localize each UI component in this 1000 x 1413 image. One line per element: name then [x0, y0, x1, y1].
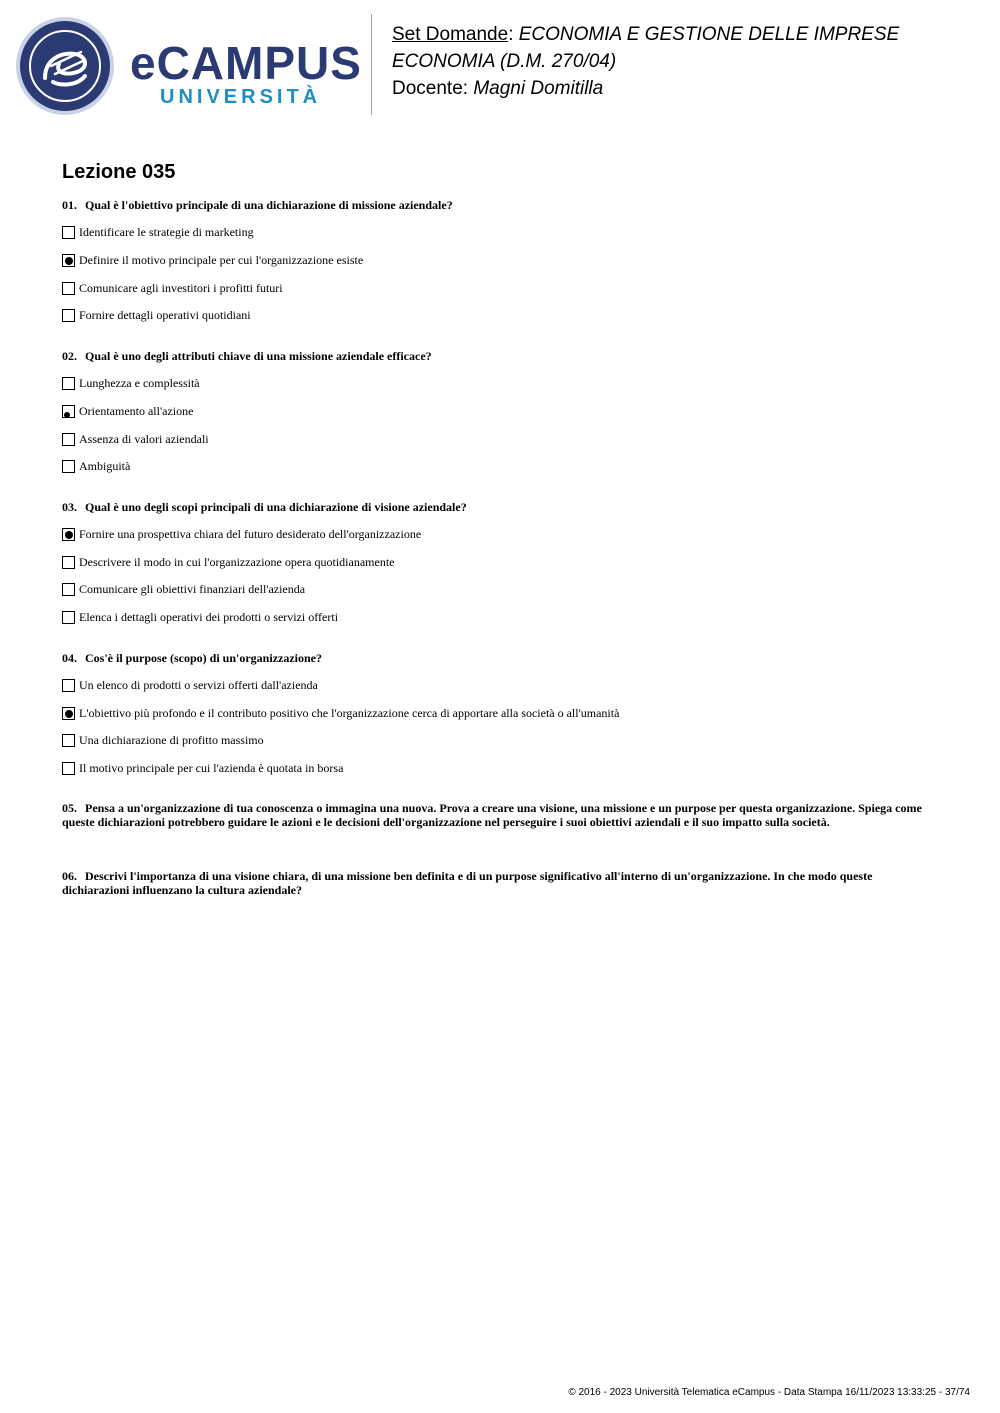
- set-label: Set Domande: [392, 24, 509, 45]
- answer-checkbox[interactable]: [62, 762, 75, 775]
- answer-option[interactable]: [62, 403, 193, 419]
- answer-checkbox[interactable]: [62, 377, 75, 390]
- header-info: [392, 21, 899, 102]
- course-line-1: Set Domande: ECONOMIA E GESTIONE DELLE IMPRESE: [392, 24, 900, 45]
- selected-mark-icon: [64, 412, 70, 418]
- answer-text: Il motivo principale per cui l'azienda è quotata in borsa: [79, 760, 344, 775]
- question-title: [62, 198, 453, 213]
- answer-text: Fornire dettagli operativi quotidiani: [79, 307, 251, 322]
- question-title: [62, 349, 432, 364]
- answer-checkbox-selected[interactable]: [62, 528, 75, 541]
- brand-subtitle: UNIVERSITÀ: [160, 86, 322, 108]
- answer-text: Definire il motivo principale per cui l'organizzazione esiste: [79, 252, 364, 267]
- answer-text: Assenza di valori aziendali: [79, 431, 209, 446]
- answer-option[interactable]: [62, 280, 283, 296]
- answer-checkbox[interactable]: [62, 679, 75, 692]
- question-text: Cos'è il purpose (scopo) di un'organizzazione?: [85, 651, 323, 665]
- answer-option[interactable]: [62, 307, 251, 323]
- selected-mark-icon: [65, 257, 73, 265]
- question-text: Qual è uno degli scopi principali di una dichiarazione di visione aziendale?: [85, 500, 467, 514]
- open-question: [62, 869, 932, 897]
- answer-text: Un elenco di prodotti o servizi offerti dall'azienda: [79, 677, 318, 692]
- selected-mark-icon: [65, 710, 73, 718]
- answer-text: Ambiguità: [79, 458, 131, 473]
- question-number: 02.: [62, 349, 77, 363]
- answer-checkbox[interactable]: [62, 556, 75, 569]
- answer-text: Fornire una prospettiva chiara del futuro desiderato dell'organizzazione: [79, 526, 422, 541]
- answer-text: L'obiettivo più profondo e il contributo positivo che l'organizzazione cerca di apportare alla società o all'umanità: [79, 705, 620, 720]
- answer-checkbox[interactable]: [62, 433, 75, 446]
- answer-text: Comunicare agli investitori i profitti futuri: [79, 280, 283, 295]
- question-text: Descrivi l'importanza di una visione chiara, di una missione ben definita e di un purpose significativo all'interno di un'organizzazione. In che modo queste dichiarazioni influenzano la cultura aziendale?: [62, 869, 873, 897]
- question-text: Qual è l'obiettivo principale di una dichiarazione di missione aziendale?: [85, 198, 453, 212]
- course-name: ECONOMIA E GESTIONE DELLE IMPRESE: [518, 24, 900, 45]
- answer-checkbox-selected[interactable]: [62, 707, 75, 720]
- answer-checkbox[interactable]: [62, 226, 75, 239]
- answer-option[interactable]: [62, 677, 318, 693]
- answer-text: Descrivere il modo in cui l'organizzazione opera quotidianamente: [79, 554, 395, 569]
- question-text: Qual è uno degli attributi chiave di una missione aziendale efficace?: [85, 349, 432, 363]
- answer-checkbox[interactable]: [62, 460, 75, 473]
- answer-text: Comunicare gli obiettivi finanziari dell'azienda: [79, 581, 306, 596]
- answer-checkbox-selected[interactable]: [62, 254, 75, 267]
- answer-option[interactable]: [62, 431, 209, 447]
- answer-option[interactable]: [62, 526, 421, 542]
- answer-option[interactable]: [62, 760, 343, 776]
- ecampus-seal-logo: [15, 16, 115, 116]
- question-number: 03.: [62, 500, 77, 514]
- answer-text: Una dichiarazione di profitto massimo: [79, 732, 264, 747]
- teacher-line: [392, 75, 899, 102]
- question-text: Pensa a un'organizzazione di tua conoscenza o immagina una nuova. Prova a creare una visione, una missione e un purpose per questa organizzazione. Spiega come queste dichiarazioni potrebbero guidare le azioni e le decisioni dell'organizzazione nel perseguire i suoi obiettivi aziendali e il suo impatto sulla società.: [62, 801, 922, 829]
- answer-text: Identificare le strategie di marketing: [79, 224, 254, 239]
- question-number: 05.: [62, 801, 77, 815]
- question-title: [62, 500, 467, 515]
- answer-checkbox[interactable]: [62, 583, 75, 596]
- course-line-2: ECONOMIA (D.M. 270/04): [392, 51, 617, 72]
- open-question: [62, 801, 932, 829]
- teacher-name: Magni Domitilla: [473, 78, 604, 99]
- question-title: [62, 651, 322, 666]
- answer-option[interactable]: [62, 609, 338, 625]
- page-header: [0, 0, 1000, 130]
- question-number: 06.: [62, 869, 77, 883]
- answer-text: Lunghezza e complessità: [79, 375, 200, 390]
- answer-checkbox-selected[interactable]: [62, 405, 75, 418]
- header-divider: [371, 14, 372, 115]
- answer-text: Elenca i dettagli operativi dei prodotti o servizi offerti: [79, 609, 339, 624]
- answer-checkbox[interactable]: [62, 734, 75, 747]
- answer-checkbox[interactable]: [62, 309, 75, 322]
- answer-text: Orientamento all'azione: [79, 403, 194, 418]
- question-number: 01.: [62, 198, 77, 212]
- answer-option[interactable]: [62, 375, 200, 391]
- brand-wordmark: eCAMPUS: [130, 37, 362, 89]
- answer-option[interactable]: [62, 581, 305, 597]
- answer-option[interactable]: [62, 732, 264, 748]
- answer-option[interactable]: [62, 705, 619, 721]
- answer-option[interactable]: [62, 224, 254, 240]
- answer-checkbox[interactable]: [62, 611, 75, 624]
- question-number: 04.: [62, 651, 77, 665]
- teacher-label: Docente:: [392, 78, 469, 99]
- selected-mark-icon: [65, 531, 73, 539]
- answer-option[interactable]: [62, 458, 130, 474]
- answer-option[interactable]: [62, 252, 363, 268]
- answer-checkbox[interactable]: [62, 282, 75, 295]
- lesson-title: Lezione 035: [62, 161, 176, 183]
- page-footer: © 2016 - 2023 Università Telematica eCampus - Data Stampa 16/11/2023 13:33:25 - 37/74: [568, 1387, 970, 1398]
- answer-option[interactable]: [62, 554, 395, 570]
